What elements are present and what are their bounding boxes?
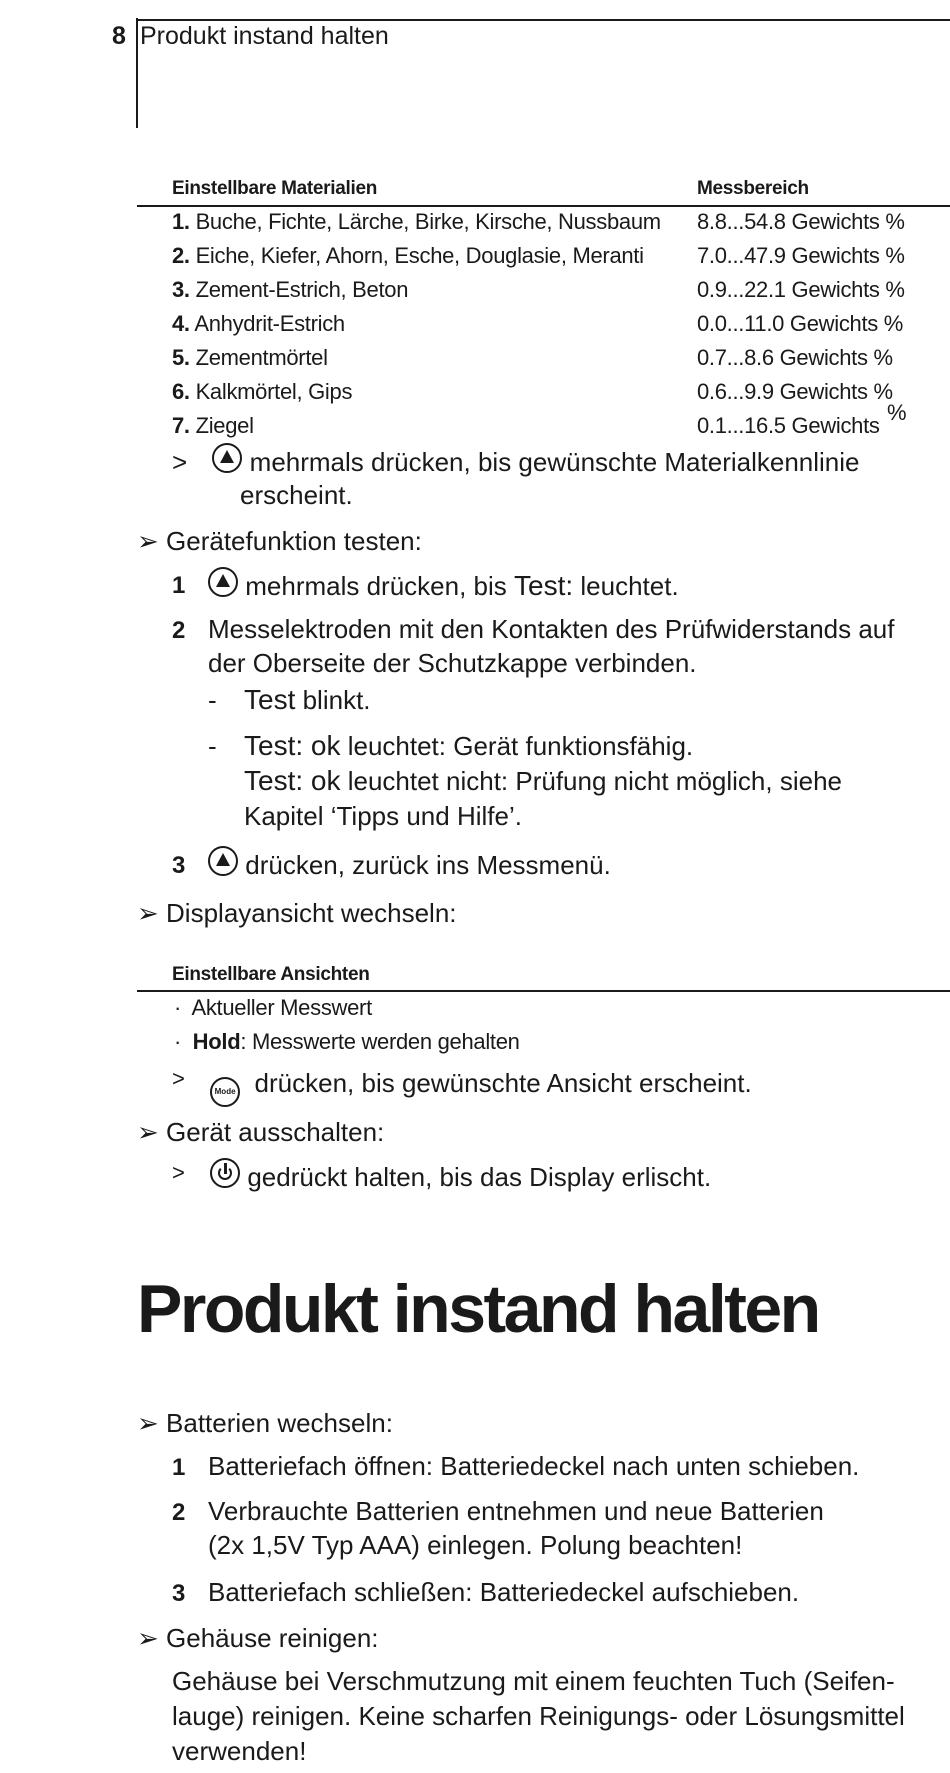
cleaning-line3: verwenden! (172, 1736, 307, 1766)
up-arrow-button-icon (212, 443, 242, 473)
list-item: · Aktueller Messwert (174, 995, 372, 1020)
display-text: Test: (514, 570, 574, 601)
test-sub-2: Test: ok leuchtet: Gerät funktionsfähig. (244, 730, 694, 761)
test-step-3: drücken, zurück ins Messmenü. (208, 846, 611, 882)
running-title: Produkt instand halten (140, 22, 389, 50)
cleaning-line2: lauge) reinigen. Keine scharfen Reinigungs- oder Lösungsmittel (172, 1701, 905, 1731)
table-cell-range: 0.1...16.5 Gewichts (697, 413, 880, 438)
step-number: 1 (172, 1454, 186, 1481)
off-step: > gedrückt halten, bis das Display erlischt. (172, 1160, 712, 1192)
test-step-1: mehrmals drücken, bis Test: leuchtet. (208, 567, 679, 603)
table-row: 6. Kalkmörtel, Gips (172, 379, 353, 404)
table-row: 1. Buche, Fichte, Lärche, Birke, Kirsche, Nussbaum (172, 209, 661, 234)
views-table-rule (137, 990, 950, 992)
table-header-range: Messbereich (697, 178, 809, 199)
table-row: 4. Anhydrit-Estrich (172, 311, 345, 336)
step-number: 1 (172, 572, 186, 599)
cleaning-heading: ➢ Gehäuse reinigen: (137, 1623, 379, 1653)
arrowhead-icon: ➢ (137, 898, 159, 928)
display-text: Test: ok (244, 765, 341, 796)
material-step-line2: erscheint. (240, 480, 353, 510)
test-step-2-line1: Messelektroden mit den Kontakten des Prüfwiderstands auf (208, 614, 895, 644)
cleaning-line1: Gehäuse bei Verschmutzung mit einem feuchten Tuch (Seifen- (172, 1666, 895, 1696)
table-cell-range: 0.9...22.1 Gewichts % (697, 277, 905, 302)
battery-step-3: Batteriefach schließen: Batteriedeckel aufschieben. (208, 1577, 800, 1607)
test-sub-2-line3: Kapitel ‘Tipps und Hilfe’. (244, 801, 522, 831)
display-text: Test: ok (244, 730, 341, 761)
table-cell-range: 7.0...47.9 Gewichts % (697, 243, 905, 268)
table-row: 7. Ziegel (172, 413, 254, 438)
table-header-material: Einstellbare Materialien (172, 178, 378, 199)
test-sub-dash: - (208, 731, 217, 761)
test-sub-1: Test blinkt. (244, 684, 371, 715)
table-row: 5. Zementmörtel (172, 345, 328, 370)
display-heading: ➢ Displayansicht wechseln: (137, 898, 457, 928)
header-horizontal-rule (136, 19, 950, 21)
table-header-rule (137, 205, 950, 207)
display-step: > Mode drücken, bis gewünschte Ansicht erscheint. (172, 1062, 752, 1107)
up-arrow-button-icon (208, 846, 238, 876)
table-cell-range: 0.0...11.0 Gewichts % (697, 311, 904, 336)
table-cell-range-suffix: % (887, 400, 907, 425)
list-item: · Hold: Messwerte werden gehalten (174, 1029, 520, 1054)
step-number: 3 (172, 852, 186, 879)
test-sub-dash: - (208, 685, 217, 715)
table-row: 3. Zement-Estrich, Beton (172, 277, 409, 302)
arrowhead-icon: ➢ (137, 1408, 159, 1438)
step-number: 2 (172, 617, 186, 644)
header-vertical-rule (136, 18, 138, 128)
views-table-header: Einstellbare Ansichten (172, 964, 370, 985)
table-cell-range: 0.7...8.6 Gewichts % (697, 345, 893, 370)
battery-step-2-line1: Verbrauchte Batterien entnehmen und neue Batterien (208, 1496, 824, 1526)
off-heading: ➢ Gerät ausschalten: (137, 1117, 385, 1147)
material-step: > mehrmals drücken, bis gewünschte Materialkennlinie (172, 443, 860, 479)
section-title: Produkt instand halten (137, 1271, 819, 1347)
power-button-icon (210, 1158, 240, 1188)
step-number: 2 (172, 1499, 186, 1526)
battery-step-1: Batteriefach öffnen: Batteriedeckel nach unten schieben. (208, 1451, 860, 1481)
arrowhead-icon: ➢ (137, 1117, 159, 1147)
battery-step-2-line2: (2x 1,5V Typ AAA) einlegen. Polung beachten! (208, 1530, 743, 1560)
test-sub-2-line2: Test: ok leuchtet nicht: Prüfung nicht möglich, siehe (244, 765, 842, 796)
page-number: 8 (112, 22, 126, 50)
test-step-2-line2: der Oberseite der Schutzkappe verbinden. (208, 648, 697, 678)
battery-heading: ➢ Batterien wechseln: (137, 1408, 393, 1438)
table-row: 2. Eiche, Kiefer, Ahorn, Esche, Douglasie, Meranti (172, 243, 644, 268)
mode-button-icon: Mode (210, 1077, 240, 1107)
step-number: 3 (172, 1580, 186, 1607)
arrowhead-icon: ➢ (137, 526, 159, 556)
test-heading: ➢ Gerätefunktion testen: (137, 526, 422, 556)
arrowhead-icon: ➢ (137, 1623, 159, 1653)
table-cell-range: 8.8...54.8 Gewichts % (697, 209, 905, 234)
step-marker: > (172, 447, 188, 477)
up-arrow-button-icon (208, 567, 238, 597)
table-cell-range: 0.6...9.9 Gewichts % (697, 379, 893, 404)
display-text: Test (244, 684, 296, 715)
